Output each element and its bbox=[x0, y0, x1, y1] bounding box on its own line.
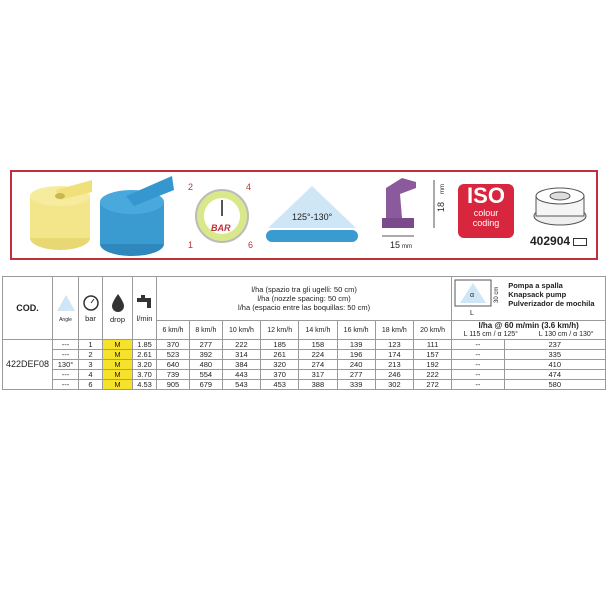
spray-angle-icon bbox=[262, 182, 362, 248]
spray-angle-label: 125°-130° bbox=[292, 212, 333, 222]
pump-cell-2: 474 bbox=[504, 370, 606, 380]
speed-16: 16 km/h bbox=[337, 321, 375, 340]
dimension-width: 15 bbox=[390, 240, 401, 250]
pump-cell-1: -- bbox=[452, 340, 504, 350]
flow-header-cell bbox=[133, 277, 157, 340]
pump-col2: L 130 cm / α 130° bbox=[538, 331, 594, 338]
speed-10: 10 km/h bbox=[222, 321, 260, 340]
table-row bbox=[3, 360, 606, 370]
spacing-header-cell bbox=[157, 277, 452, 321]
pump-cell-1: -- bbox=[452, 370, 504, 380]
pump-cell-1: -- bbox=[452, 360, 504, 370]
tap-icon bbox=[135, 294, 155, 312]
dimension-width-unit: mm bbox=[402, 244, 412, 250]
pump-cell-2: 237 bbox=[504, 340, 606, 350]
rate-cell: 192 bbox=[413, 360, 451, 370]
angle-cell: --- bbox=[53, 350, 79, 360]
knapsack-spray-icon bbox=[454, 279, 500, 317]
iso-line2: coding bbox=[472, 218, 500, 228]
table-row bbox=[3, 350, 606, 360]
rate-cell: 222 bbox=[222, 340, 260, 350]
rate-cell: 111 bbox=[413, 340, 451, 350]
rate-cell: 196 bbox=[337, 350, 375, 360]
table-row bbox=[3, 340, 606, 350]
spacing-line-en: l/ha (nozzle spacing: 50 cm) bbox=[257, 294, 351, 303]
rate-cell: 679 bbox=[189, 380, 222, 390]
rate-cell: 185 bbox=[261, 340, 299, 350]
pump-cell-2: 335 bbox=[504, 350, 606, 360]
angle-cell: --- bbox=[53, 340, 79, 350]
speed-14: 14 km/h bbox=[299, 321, 337, 340]
table-header-row bbox=[3, 277, 606, 321]
rate-cell: 320 bbox=[261, 360, 299, 370]
rate-cell: 224 bbox=[299, 350, 337, 360]
rate-cell: 158 bbox=[299, 340, 337, 350]
rate-cell: 157 bbox=[413, 350, 451, 360]
pump-title bbox=[508, 281, 594, 308]
speed-12: 12 km/h bbox=[261, 321, 299, 340]
nozzle-dimension-icon bbox=[372, 174, 452, 258]
speed-20: 20 km/h bbox=[413, 321, 451, 340]
pump-line-en: Knapsack pump bbox=[508, 290, 567, 299]
rate-cell: 339 bbox=[337, 380, 375, 390]
drop-header: drop bbox=[109, 314, 125, 324]
nozzle-cap-image bbox=[528, 176, 592, 228]
spec-table bbox=[2, 276, 606, 390]
rate-cell: 640 bbox=[157, 360, 190, 370]
drop-cell: M bbox=[103, 350, 133, 360]
bar-cell: 6 bbox=[79, 380, 103, 390]
blue-nozzle-image bbox=[92, 172, 182, 262]
drop-cell: M bbox=[103, 360, 133, 370]
speed-8: 8 km/h bbox=[189, 321, 222, 340]
rate-cell: 274 bbox=[299, 360, 337, 370]
iso-colour-coding-badge bbox=[458, 184, 514, 238]
rate-cell: 739 bbox=[157, 370, 190, 380]
drop-cell: M bbox=[103, 380, 133, 390]
rate-cell: 905 bbox=[157, 380, 190, 390]
cod-header: COD. bbox=[16, 303, 39, 313]
angle-cell: --- bbox=[53, 370, 79, 380]
pump-cell-1: -- bbox=[452, 380, 504, 390]
rate-cell: 392 bbox=[189, 350, 222, 360]
rate-cell: 261 bbox=[261, 350, 299, 360]
spacing-line-it: l/ha (spazio tra gli ugelli: 50 cm) bbox=[251, 285, 357, 294]
drop-cell: M bbox=[103, 340, 133, 350]
cod-header-cell bbox=[3, 277, 53, 340]
flow-cell: 3.20 bbox=[133, 360, 157, 370]
angle-cell: --- bbox=[53, 380, 79, 390]
bar-header-cell bbox=[79, 277, 103, 340]
angle-icon bbox=[55, 293, 77, 315]
flow-cell: 4.53 bbox=[133, 380, 157, 390]
angle-header: Angle bbox=[59, 317, 72, 323]
rate-cell: 384 bbox=[222, 360, 260, 370]
drop-icon bbox=[110, 293, 126, 313]
rate-cell: 213 bbox=[375, 360, 413, 370]
rate-cell: 523 bbox=[157, 350, 190, 360]
rate-cell: 453 bbox=[261, 380, 299, 390]
gauge-scale-2: 2 bbox=[188, 182, 194, 192]
flow-header: l/min bbox=[136, 313, 153, 323]
rate-cell: 443 bbox=[222, 370, 260, 380]
cap-code-box bbox=[573, 238, 587, 246]
rate-cell: 388 bbox=[299, 380, 337, 390]
pump-cell-2: 410 bbox=[504, 360, 606, 370]
dimension-height-unit: mm bbox=[440, 184, 446, 194]
bar-cell: 3 bbox=[79, 360, 103, 370]
product-banner bbox=[10, 170, 598, 260]
rate-cell: 272 bbox=[413, 380, 451, 390]
pump-cell-2: 580 bbox=[504, 380, 606, 390]
bar-cell: 4 bbox=[79, 370, 103, 380]
speed-6: 6 km/h bbox=[157, 321, 190, 340]
pump-alpha: α bbox=[470, 292, 475, 299]
rate-cell: 277 bbox=[337, 370, 375, 380]
iso-line1: colour bbox=[473, 208, 499, 218]
angle-header-cell bbox=[53, 277, 79, 340]
table-row bbox=[3, 380, 606, 390]
yellow-nozzle-image bbox=[20, 176, 100, 256]
bar-cell: 1 bbox=[79, 340, 103, 350]
drop-cell: M bbox=[103, 370, 133, 380]
gauge-bar-label: BAR bbox=[211, 223, 231, 233]
rate-cell: 543 bbox=[222, 380, 260, 390]
flow-cell: 2.61 bbox=[133, 350, 157, 360]
pressure-gauge-small-icon bbox=[82, 294, 100, 312]
pump-line-it: Pompa a spalla bbox=[508, 281, 563, 290]
rate-cell: 317 bbox=[299, 370, 337, 380]
spacing-line-es: l/ha (espacio entre las boquillas: 50 cm) bbox=[238, 303, 371, 312]
rate-cell: 554 bbox=[189, 370, 222, 380]
pump-col1: L 115 cm / α 125° bbox=[463, 331, 518, 338]
cap-code-label bbox=[530, 234, 587, 248]
pump-rate: l/ha @ 60 m/min (3.6 km/h) bbox=[478, 321, 579, 330]
pump-header-cell bbox=[452, 277, 606, 321]
angle-cell: 130° bbox=[53, 360, 79, 370]
table-body bbox=[3, 340, 606, 390]
pressure-gauge-icon bbox=[182, 178, 260, 252]
cap-code: 402904 bbox=[530, 234, 571, 248]
rate-cell: 302 bbox=[375, 380, 413, 390]
gauge-scale-1: 1 bbox=[188, 240, 194, 250]
rate-cell: 370 bbox=[261, 370, 299, 380]
drop-header-cell bbox=[103, 277, 133, 340]
pump-L: L bbox=[470, 310, 475, 317]
rate-cell: 314 bbox=[222, 350, 260, 360]
product-code: 422DEF08 bbox=[3, 340, 53, 390]
bar-cell: 2 bbox=[79, 350, 103, 360]
pump-cell-1: -- bbox=[452, 350, 504, 360]
table-row bbox=[3, 370, 606, 380]
rate-cell: 139 bbox=[337, 340, 375, 350]
rate-cell: 370 bbox=[157, 340, 190, 350]
rate-cell: 123 bbox=[375, 340, 413, 350]
flow-cell: 3.70 bbox=[133, 370, 157, 380]
rate-cell: 480 bbox=[189, 360, 222, 370]
pump-rate-cell bbox=[452, 321, 606, 340]
rate-cell: 222 bbox=[413, 370, 451, 380]
bar-header: bar bbox=[85, 313, 96, 323]
rate-cell: 277 bbox=[189, 340, 222, 350]
rate-cell: 174 bbox=[375, 350, 413, 360]
pump-line-es: Pulverizador de mochila bbox=[508, 299, 595, 308]
iso-title: ISO bbox=[467, 183, 505, 208]
pump-subcols bbox=[453, 330, 604, 339]
pump-height: 30 cm bbox=[494, 286, 501, 303]
rate-cell: 240 bbox=[337, 360, 375, 370]
rate-cell: 246 bbox=[375, 370, 413, 380]
gauge-scale-6: 6 bbox=[248, 240, 254, 250]
gauge-scale-4: 4 bbox=[246, 182, 252, 192]
dimension-height: 18 bbox=[436, 201, 446, 212]
speed-18: 18 km/h bbox=[375, 321, 413, 340]
flow-cell: 1.85 bbox=[133, 340, 157, 350]
